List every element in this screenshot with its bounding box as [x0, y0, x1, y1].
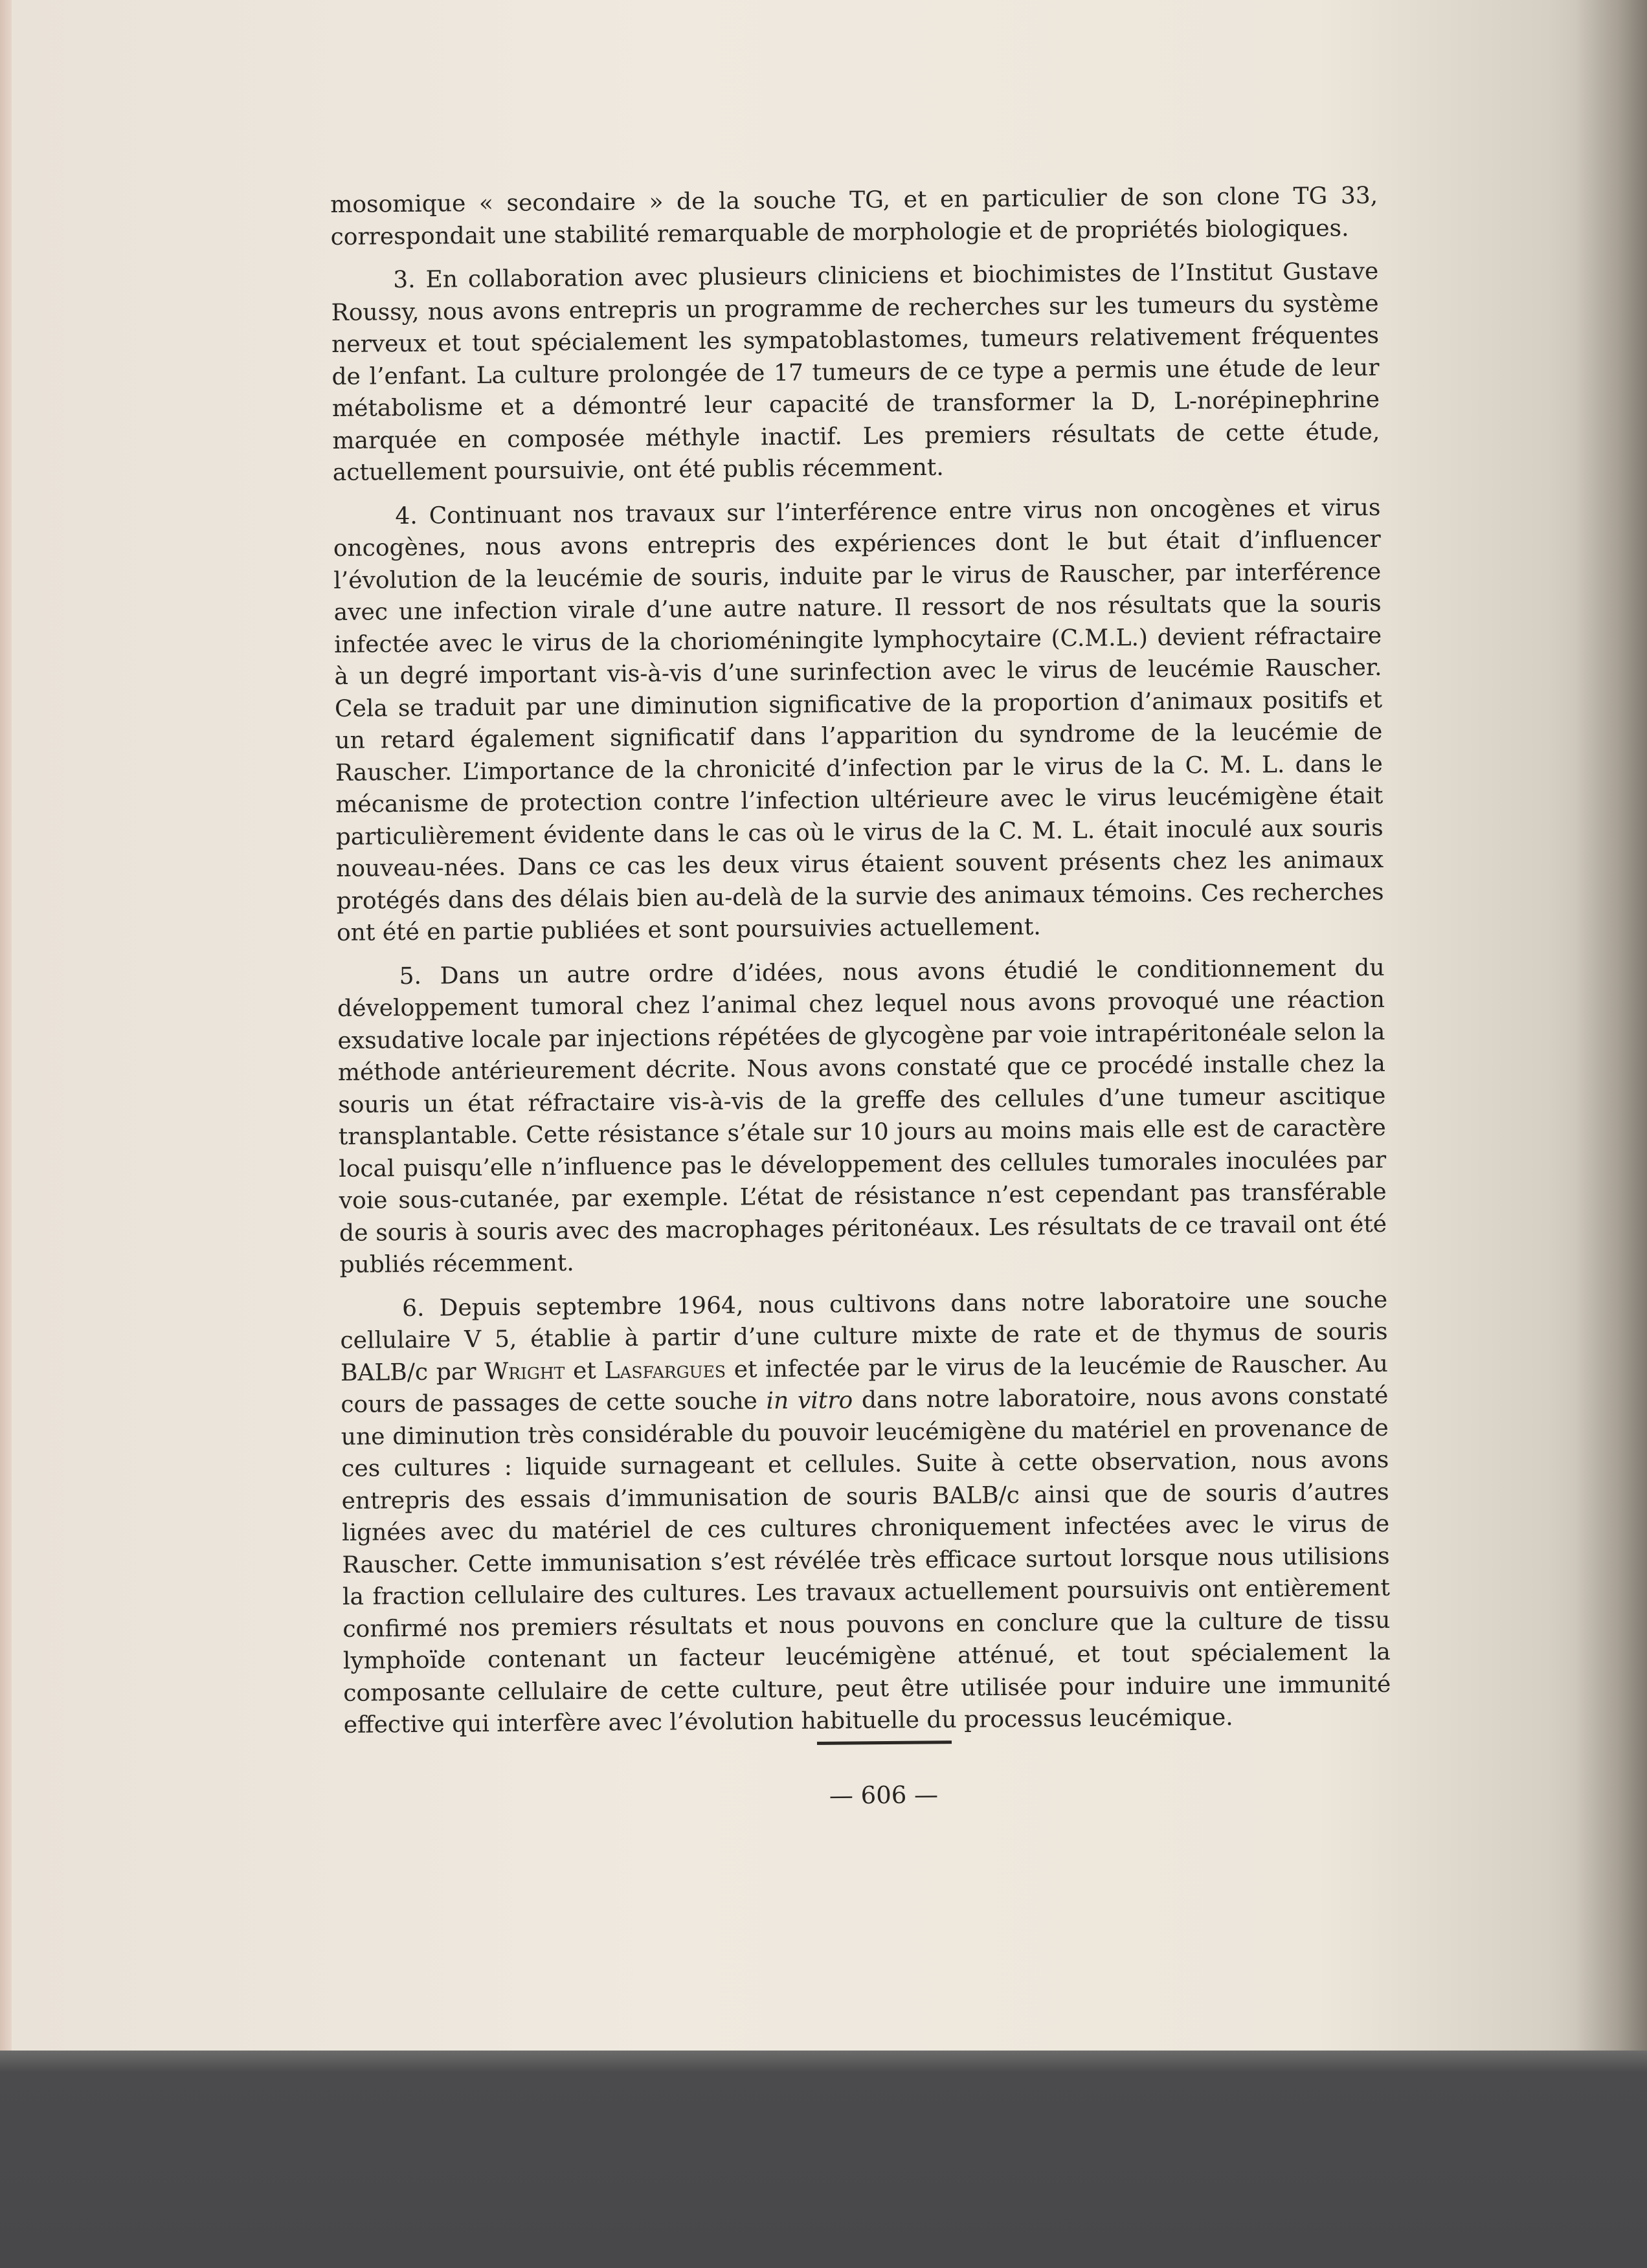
paragraph-3: 3. En collaboration avec plusieurs cliniciens et biochimistes de l’Institut Gustave Roussy, nous avons entrepris un programme de recherches sur les tumeurs du système nerveux et tout spécialement les sympatoblastomes, tumeurs relativement fréquentes de l’enfant. La culture prolongée de 17 tumeurs de ce type a permis une étude de leur métabolisme et a démontré leur capacité de transformer la D, L-norépinephrine marquée en composée méthyle inactif. Les premiers résultats de cette étude, actuellement poursuivie, ont été publis récemment. [331, 258, 1380, 486]
paragraph-6 [340, 1284, 1391, 1741]
body-text [330, 180, 1391, 1753]
page-number: — 606 — [829, 1781, 939, 1810]
italic-in-vitro: in vitro [766, 1387, 853, 1415]
conjunction: et [565, 1357, 605, 1384]
paragraph-continued: mosomique « secondaire » de la souche TG, et en particulier de son clone TG 33, correspondait une stabilité remarquable de morphologie et de propriétés biologiques. [330, 182, 1378, 250]
paragraph-5: 5. Dans un autre ordre d’idées, nous avons étudié le conditionnement du développement tumoral chez l’animal chez lequel nous avons provoqué une réaction exsudative locale par injections répétées de glycogène par voie intrapéritonéale selon la méthode antérieurement décrite. Nous avons constaté que ce procédé installe chez la souris un état réfractaire vis-à-vis de la greffe des cellules d’une tumeur ascitique transplantable. Cette résistance s’étale sur 10 jours au moins mais elle est de caractère local puisqu’elle n’influence pas le développement des cellules tumorales inoculées par voie sous-cutanée, par exemple. L’état de résistance n’est cependant pas transférable de souris à souris avec des macrophages péritonéaux. Les résultats de ce travail ont été publiés récemment. [337, 954, 1387, 1278]
paragraph-4: 4. Continuant nos travaux sur l’interférence entre virus non oncogènes et virus oncogènes, nous avons entrepris des expériences dont le but était d’influencer l’évolution de la leucémie de souris, induite par le virus de Rauscher, par interférence avec une infection virale d’une autre nature. Il ressort de nos résultats que la souris infectée avec le virus de la chorioméningite lymphocytaire (C.M.L.) devient réfractaire à un degré important vis-à-vis d’une surinfection avec le virus de leucémie Rauscher. Cela se traduit par une diminution significative de la proportion d’animaux positifs et un retard également significatif dans l’apparition du syndrome de la leucémie de Rauscher. L’importance de la chronicité d’infection par le virus de la C. M. L. dans le mécanisme de protection contre l’infection ultérieure avec le virus leucémigène était particulièrement évidente dans le cas où le virus de la C. M. L. était inoculé aux souris nouveau-nées. Dans ce cas les deux virus étaient souvent présents chez les animaux protégés dans des délais bien au-delà de la survie des animaux témoins. Ces recherches ont été en partie publiées et sont poursuivies actuellement. [333, 494, 1384, 946]
page-left-edge [0, 0, 12, 2058]
paragraph-6-middle: et infectée par le virus de la leucémie de Rauscher. Au cours de passages de cette souche [341, 1350, 1389, 1418]
author-name-lasfargues: Lasfargues [604, 1356, 726, 1384]
scanner-background [0, 2051, 1647, 2268]
paragraph-6-start: 6. Depuis septembre 1964, nous cultivons dans notre laboratoire une souche cellulaire V 5, établie à partir d’une culture mixte de rate et de thymus de souris BALB/c par [340, 1286, 1388, 1386]
author-name-wright: Wright [484, 1357, 565, 1385]
paragraph-6-end: dans notre laboratoire, nous avons constaté une diminution très considérable du pouvoir leucémigène du matériel en provenance de ces cultures : liquide surnageant et cellules. Suite à cette observation, nous avons entrepris des essais d’immunisation de souris BALB/c ainsi que de souris d’autres lignées avec du matériel de ces cultures chroniquement infectées avec le virus de Rauscher. Cette immunisation s’est révélée très efficace surtout lorsque nous utilisions la fraction cellulaire des cultures. Les travaux actuellement poursuivis ont entièrement confirmé nos premiers résultats et nous pouvons en conclure que la culture de tissu lymphoïde contenant un facteur leucémigène atténué, et tout spécialement la composante cellulaire de cette culture, peut être utilisée pour induire une immunité effective qui interfère avec l’évolution habituelle du processus leucémique. [341, 1382, 1391, 1739]
book-gutter-shadow [1576, 0, 1647, 2058]
